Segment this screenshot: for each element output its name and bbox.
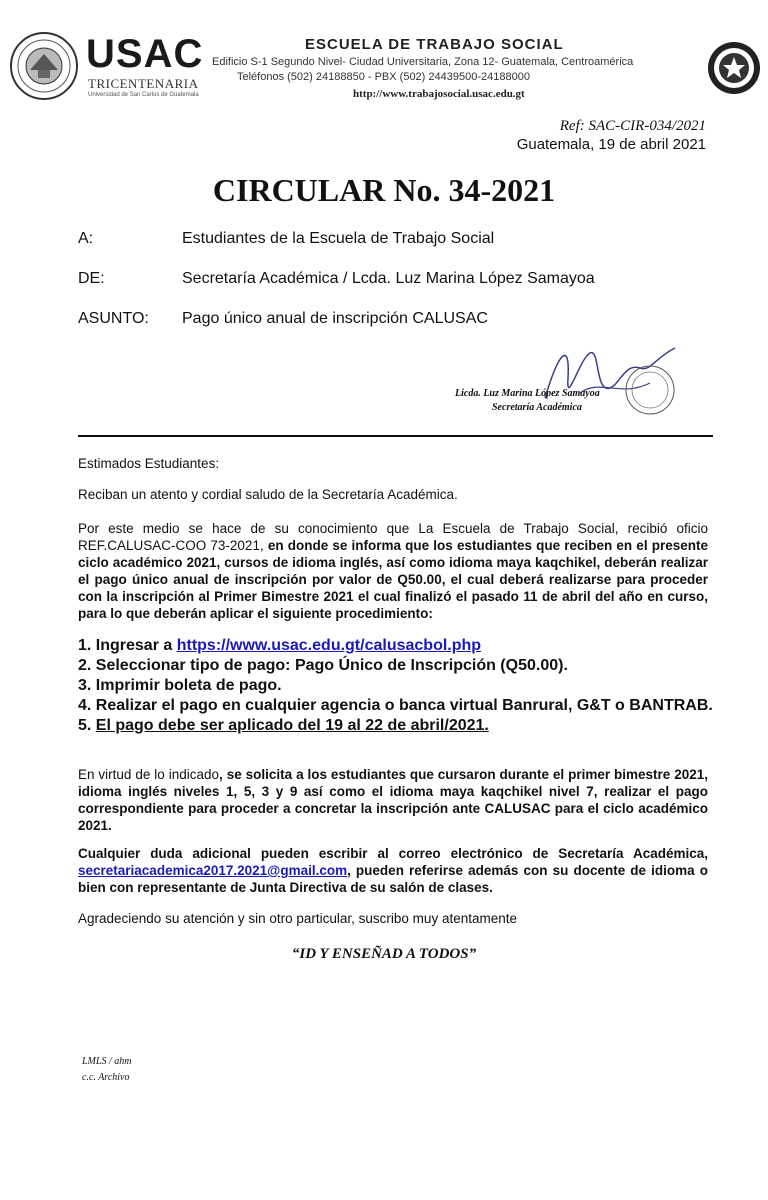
usac-seal-icon [8,30,80,102]
from-label: DE: [78,270,105,287]
paragraph-request-text: En virtud de lo indicado [78,767,220,782]
signature-stamp-icon [450,338,710,428]
paragraph-intro-bold: en donde se informa que los estudiantes que reciben en el presente ciclo académico 2021, cursos de idioma inglés, así como idioma maya kaqchikel, deberán realizar el pago único anual de inscripción por valor de Q50.00, el cual deberá realizarse para proceder con la inscripción al Primer Bimestre 2021 el cual finalizó el pasado 11 de abril del año en curso, para lo que deberán aplicar el siguiente procedimiento: [78,538,708,621]
step-5-text: El pago debe ser aplicado del 19 al 22 de abril/2021. [95,717,489,734]
paragraph-contact [78,845,708,896]
procedure-steps [78,636,718,736]
document-date: Guatemala, 19 de abril 2021 [516,136,706,153]
page-title: CIRCULAR No. 34-2021 [212,172,556,208]
school-address: Edificio S-1 Segundo Nivel- Ciudad Universitaria, Zona 12- Guatemala, Centroamérica [212,56,634,68]
paragraph-intro [78,520,708,622]
step-1 [78,636,718,656]
salutation: Reciban un atento y cordial saludo de la Secretaría Académica. [78,487,458,502]
paragraph-intro-text: Por este medio se hace de su conocimiento que La Escuela de Trabajo Social, recibió oficio REF.CALUSAC-COO 73-2021, [78,521,708,553]
school-seal-icon [706,40,762,96]
greeting: Estimados Estudiantes: [78,456,220,471]
school-phones: Teléfonos (502) 24188850 - PBX (502) 24439500-24188000 [237,71,530,83]
step-5-number: 5. [78,717,96,734]
usac-logo-tagline: Universidad de San Carlos de Guatemala [88,92,199,98]
to-label: A: [78,230,94,247]
signature-name: Licda. Luz Marina López Samayoa [455,388,600,399]
closing: Agradeciendo su atención y sin otro particular, suscribo muy atentamente [78,911,517,926]
to-value: Estudiantes de la Escuela de Trabajo Social [182,230,495,247]
footer-cc: c.c. Archivo [82,1072,130,1083]
motto: “ID Y ENSEÑAD A TODOS” [291,946,477,962]
step-5 [78,716,718,736]
header-divider [78,435,713,437]
signature-role: Secretaría Académica [492,402,582,413]
subject-value: Pago único anual de inscripción CALUSAC [182,310,488,327]
calusac-link[interactable]: https://www.usac.edu.gt/calusacbol.php [176,637,482,654]
school-name: ESCUELA DE TRABAJO SOCIAL [305,36,564,53]
reference-number: Ref: SAC-CIR-034/2021 [559,118,706,134]
usac-logo-subtitle: TRICENTENARIA [88,76,199,91]
step-1-text: 1. Ingresar a [78,637,177,654]
step-3: 3. Imprimir boleta de pago. [78,677,282,694]
paragraph-request [78,766,708,834]
step-4: 4. Realizar el pago en cualquier agencia o banca virtual Banrural, G&T o BANTRAB. [78,697,713,714]
contact-email-link[interactable]: secretariacademica2017.2021@gmail.com [78,863,348,878]
footer-initials: LMLS / ahm [82,1056,132,1067]
step-2: 2. Seleccionar tipo de pago: Pago Único de Inscripción (Q50.00). [78,657,568,674]
paragraph-request-bold: , se solicita a los estudiantes que cursaron durante el primer bimestre 2021, idioma inglés niveles 1, 5, 3 y 9 así como el idioma maya kaqchikel nivel 7, realizar el pago correspondiente para proceder a concretar la inscripción ante CALUSAC para el ciclo académico 2021. [78,767,709,833]
from-value: Secretaría Académica / Lcda. Luz Marina López Samayoa [182,270,595,287]
usac-logo-text: USAC [86,32,204,76]
subject-label: ASUNTO: [78,310,149,327]
school-url: http://www.trabajosocial.usac.edu.gt [353,88,525,100]
paragraph-contact-bold-b: , pueden referirse además con su docente de idioma o bien con representante de Junta Directiva de su salón de clases. [78,863,708,895]
paragraph-contact-bold-a: Cualquier duda adicional pueden escribir al correo electrónico de Secretaría Académica, [78,846,708,861]
